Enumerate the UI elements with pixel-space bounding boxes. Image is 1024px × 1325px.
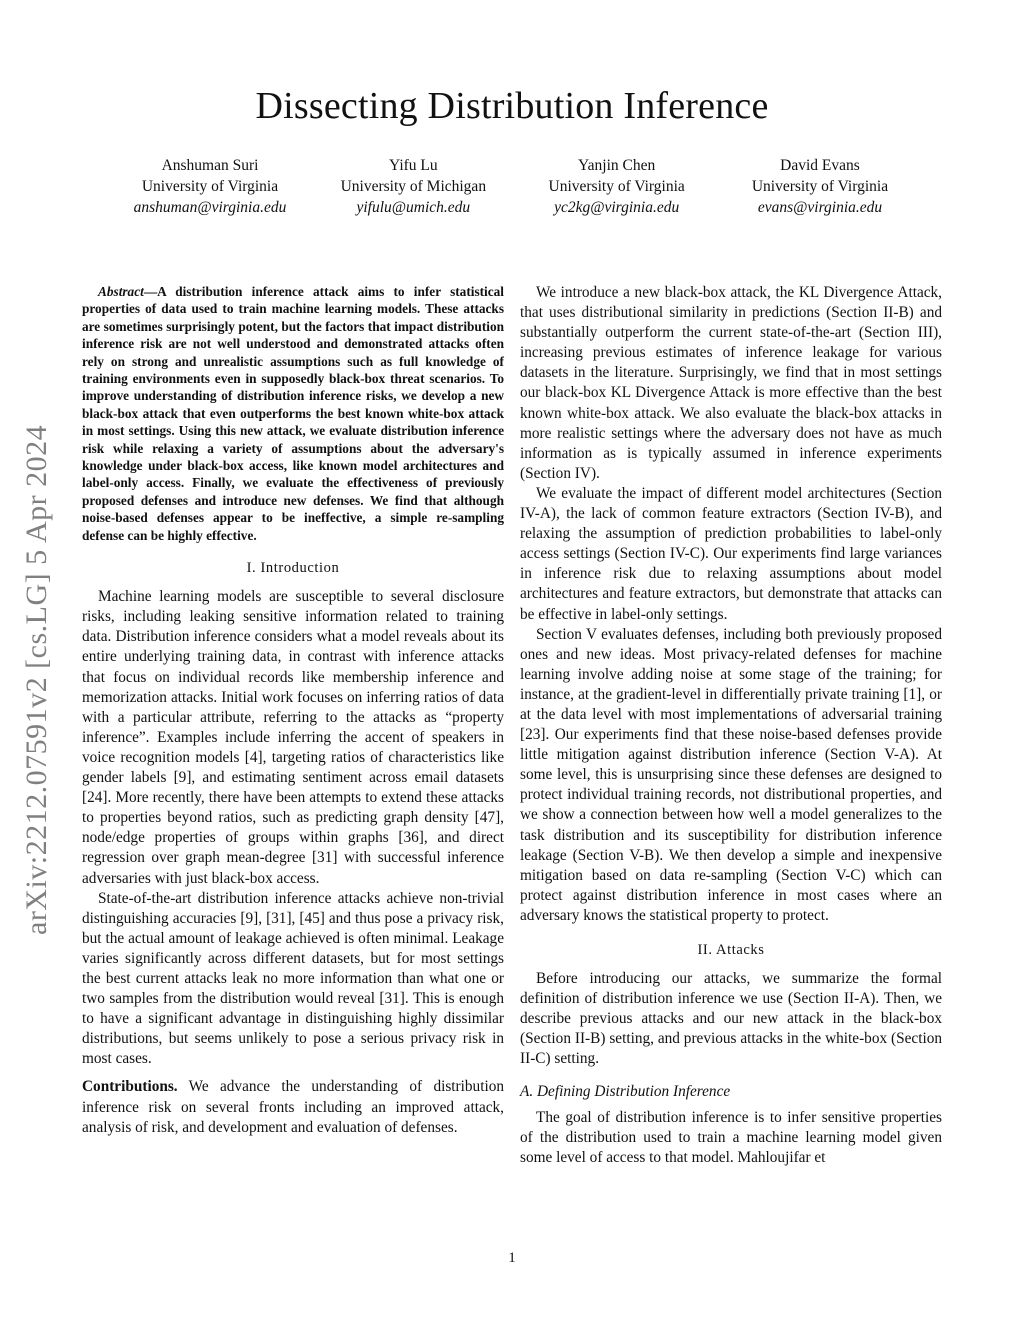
paragraph: Machine learning models are susceptible to several disclosure risks, including leaking sensitive information related to training data. Distribution inference considers what a model reveals about its entire underlying training data, in contrast with inference attacks that focus on individual records like membership inference and memorization attacks. Initial work focuses on inferring ratios of data with a particular attribute, referring to the attacks as “property inference”. Examples include inferring the accent of speakers in voice recognition models [4], targeting ratios of characteristics like gender labels [9], and estimating sentiment across email datasets [24]. More recently, there have been attempts to extend these attacks to properties beyond ratios, such as predicting graph density [47], node/edge properties of groups within graphs [36], and direct regression over graph mean-degree [31] with successful inference adversaries with just black-box access. [82, 588, 504, 887]
author-block [517, 155, 717, 218]
author-list [110, 155, 920, 218]
paragraph: We evaluate the impact of different model architectures (Section IV-A), the lack of common feature extractors (Section IV-B), and relaxing the assumption of prediction probabilities to label-only access settings (Section IV-C). Our experiments find large variances in inference risk due to relaxing assumptions about model architectures and feature extractors, but demonstrate that attacks can be effective in label-only settings. [520, 484, 942, 623]
author-email: evans@virginia.edu [757, 199, 883, 216]
abstract-label: Abstract [98, 284, 144, 299]
contributions-text: We advance the understanding of distribution inference risk on several fronts including an improved attack, analysis of risk, and development and evaluation of defenses. [82, 1078, 504, 1136]
author-email: yifulu@umich.edu [356, 199, 471, 216]
abstract-text: —A distribution inference attack aims to infer statistical properties of data used to train machine learning models. These attacks are sometimes surprisingly potent, but the factors that impact distribution inference risk are not well understood and demonstrated attacks often rely on strong and unrealistic assumptions such as full knowledge of training environments even in supposedly black-box threat scenarios. To improve understanding of distribution inference risks, we develop a new black-box attack that even outperforms the best known white-box attack in most settings. Using this new attack, we evaluate distribution inference risk while relaxing a variety of assumptions about the adversary's knowledge under black-box access, like known model architectures and label-only access. Finally, we evaluate the effectiveness of previously proposed defenses and introduce new defenses. We find that although noise-based defenses appear to be ineffective, a simple re-sampling defense can be highly effective. [82, 284, 504, 543]
paragraph: State-of-the-art distribution inference attacks achieve non-trivial distinguishing accuracies [9], [31], [45] and thus pose a privacy risk, but the actual amount of leakage achieved is often minimal. Leakage varies significantly across different datasets, but for most settings the best current attacks leak no more information than what one or two samples from the distribution would reveal [31]. This is enough to have a significant advantage in distinguishing highly dissimilar distributions, but seems unlikely to pose a serious privacy risk in most cases. [82, 889, 504, 1068]
section-heading-attacks: II. Attacks [697, 942, 765, 958]
contributions-label: Contributions. [82, 1078, 178, 1096]
page-number: 1 [508, 1250, 516, 1266]
paragraph: We introduce a new black-box attack, the KL Divergence Attack, that uses distributional similarity in predictions (Section II-B) and substantially outperform the current state-of-the-art (Section III), increasing previous estimates of inference leakage for various datasets in the literature. Surprisingly, we find that in most settings our black-box KL Divergence Attack is more effective than the best known white-box attack. We also evaluate the black-box attacks in more realistic settings where the adversary does not have as much information as is typically assumed in inference experiments (Section IV). [520, 284, 942, 482]
author-name: David Evans [780, 157, 860, 174]
author-affiliation: University of Virginia [548, 178, 685, 195]
abstract [82, 283, 504, 544]
author-block [110, 155, 310, 218]
contributions-paragraph [82, 1077, 504, 1137]
paragraph: Section V evaluates defenses, including both previously proposed ones and new ideas. Most privacy-related defenses for machine learning involve adding noise at some stage of the training; for instance, at the gradient-level in differentially private training [1], or at the data level with most implementations of adversarial training [23]. Our experiments find that these noise-based defenses provide little mitigation against distribution inference (Section V-A). At some level, this is unsurprising since these defenses are designed to protect individual training records, not distributional properties, and we show a connection between how well a model generalizes to the task distribution and its susceptibility for distribution inference leakage (Section V-B). We then develop a simple and inexpensive mitigation based on data re-sampling (Section V-C) which can protect against distribution inference in most cases where an adversary knows the statistical property to protect. [520, 625, 942, 924]
author-name: Yifu Lu [389, 157, 438, 174]
author-name: Yanjin Chen [578, 157, 656, 174]
author-name: Anshuman Suri [161, 157, 259, 174]
author-email: anshuman@virginia.edu [133, 199, 287, 216]
author-block [720, 155, 920, 218]
section-heading-introduction: I. Introduction [246, 560, 340, 577]
subsection-heading: A. Defining Distribution Inference [520, 1082, 731, 1100]
arxiv-identifier: arXiv:2212.07591v2 [cs.LG] 5 Apr 2024 [20, 424, 53, 935]
left-column [82, 283, 504, 1138]
author-email: yc2kg@virginia.edu [554, 199, 680, 216]
paragraph: Before introducing our attacks, we summarize the formal definition of distribution inference we use (Section II-A). Then, we describe previous attacks and our new attack in the black-box (Section II-B) setting, and previous attacks in the white-box (Section II-C) setting. [520, 970, 942, 1068]
paragraph: The goal of distribution inference is to infer sensitive properties of the distribution used to train a machine learning model given some level of access to that model. Mahloujifar et [520, 1108, 942, 1166]
right-column [520, 283, 942, 1168]
paper-title: Dissecting Distribution Inference [255, 85, 769, 127]
author-affiliation: University of Virginia [751, 178, 889, 195]
author-affiliation: University of Michigan [340, 178, 487, 195]
author-affiliation: University of Virginia [141, 178, 279, 195]
author-block [313, 155, 513, 218]
